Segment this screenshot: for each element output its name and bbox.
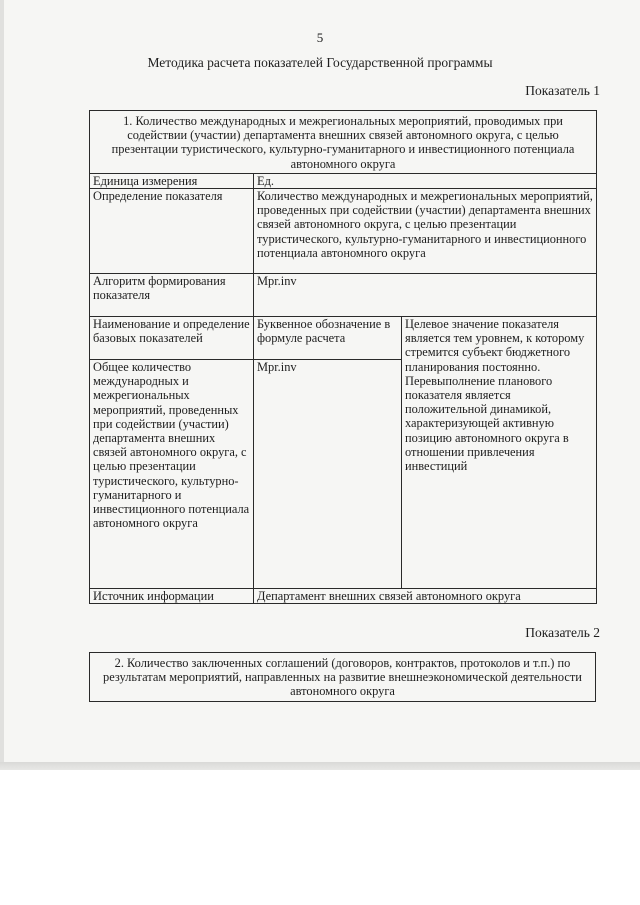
base-indicator-symbol: Mpr.inv: [254, 360, 402, 589]
base-indicators-header: Наименование и определение базовых показателей: [90, 317, 254, 360]
definition-label: Определение показателя: [90, 189, 254, 274]
unit-label: Единица измерения: [90, 173, 254, 188]
scan-bottom-edge: [0, 762, 640, 770]
page-number: 5: [316, 30, 324, 45]
source-label: Источник информации: [90, 589, 254, 604]
source-value: Департамент внешних связей автономного округа: [254, 589, 597, 604]
indicator-2-label: Показатель 2: [525, 625, 600, 640]
algorithm-value: Mpr.inv: [254, 274, 597, 317]
indicator-1-heading: 1. Количество международных и межрегиональных мероприятий, проводимых при содействии (участии) департамента внешних связей автономного округа, с целью презентации туристического, культурно-гуманитарного и инвестиционного потенциала автономного округа: [90, 111, 597, 174]
symbol-header: Буквенное обозначение в формуле расчета: [254, 317, 402, 360]
indicator-1-label: Показатель 1: [525, 83, 600, 98]
unit-value: Ед.: [254, 173, 597, 188]
algorithm-label: Алгоритм формирования показателя: [90, 274, 254, 317]
base-indicator-name: Общее количество международных и межрегиональных мероприятий, проведенных при содействии (участии) департамента внешних связей автономного округа, с целью презентации туристического, культурно-гуманитарного и инвестиционного потенциала автономного округа: [90, 360, 254, 589]
indicator-2-heading: 2. Количество заключенных соглашений (договоров, контрактов, протоколов и т.п.) по результатам мероприятий, направленных на развитие внешнеэкономической деятельности автономного округа: [90, 653, 596, 702]
indicator-2-table: [89, 652, 596, 702]
page-title: Методика расчета показателей Государственной программы: [147, 55, 493, 70]
scan-edge: [0, 0, 4, 768]
definition-value: Количество международных и межрегиональных мероприятий, проведенных при содействии (участии) департамента внешних связей автономного округа, с целью презентации туристического, культурно-гуманитарного и инвестиционного потенциала автономного округа: [254, 189, 597, 274]
target-value-description: Целевое значение показателя является тем уровнем, к которому стремится субъект бюджетного планирования постоянно. Перевыполнение планового показателя является положительной динамикой, характеризующей активную позицию автономного округа в отношении привлечения инвестиций: [402, 317, 597, 589]
indicator-1-table: [89, 110, 597, 604]
